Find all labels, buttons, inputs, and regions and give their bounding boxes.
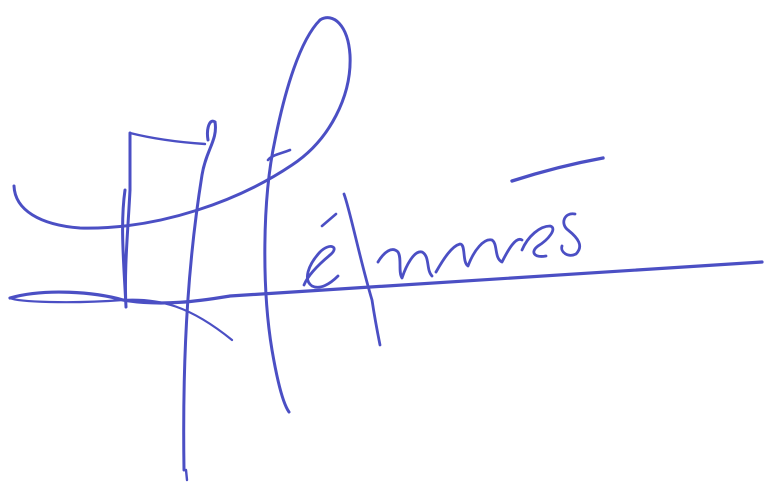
signature-accent-1 xyxy=(322,214,336,226)
signature-ink xyxy=(10,18,762,480)
signature-letter-s xyxy=(562,214,580,256)
signature-lower-loop xyxy=(10,298,232,340)
signature-tall-stroke xyxy=(184,122,216,470)
signature-left-vertical xyxy=(123,133,130,307)
signature-letter-m xyxy=(436,239,522,272)
signature-letter-e xyxy=(304,246,338,287)
signature-letter-n xyxy=(378,250,432,278)
signature-tall-tail xyxy=(186,470,187,480)
signature-big-loop xyxy=(265,20,320,412)
signature-letter-e2 xyxy=(522,226,553,256)
signature-letter-l xyxy=(344,194,380,345)
signature-top-accent xyxy=(512,158,603,181)
signature-top-bar xyxy=(130,133,205,144)
